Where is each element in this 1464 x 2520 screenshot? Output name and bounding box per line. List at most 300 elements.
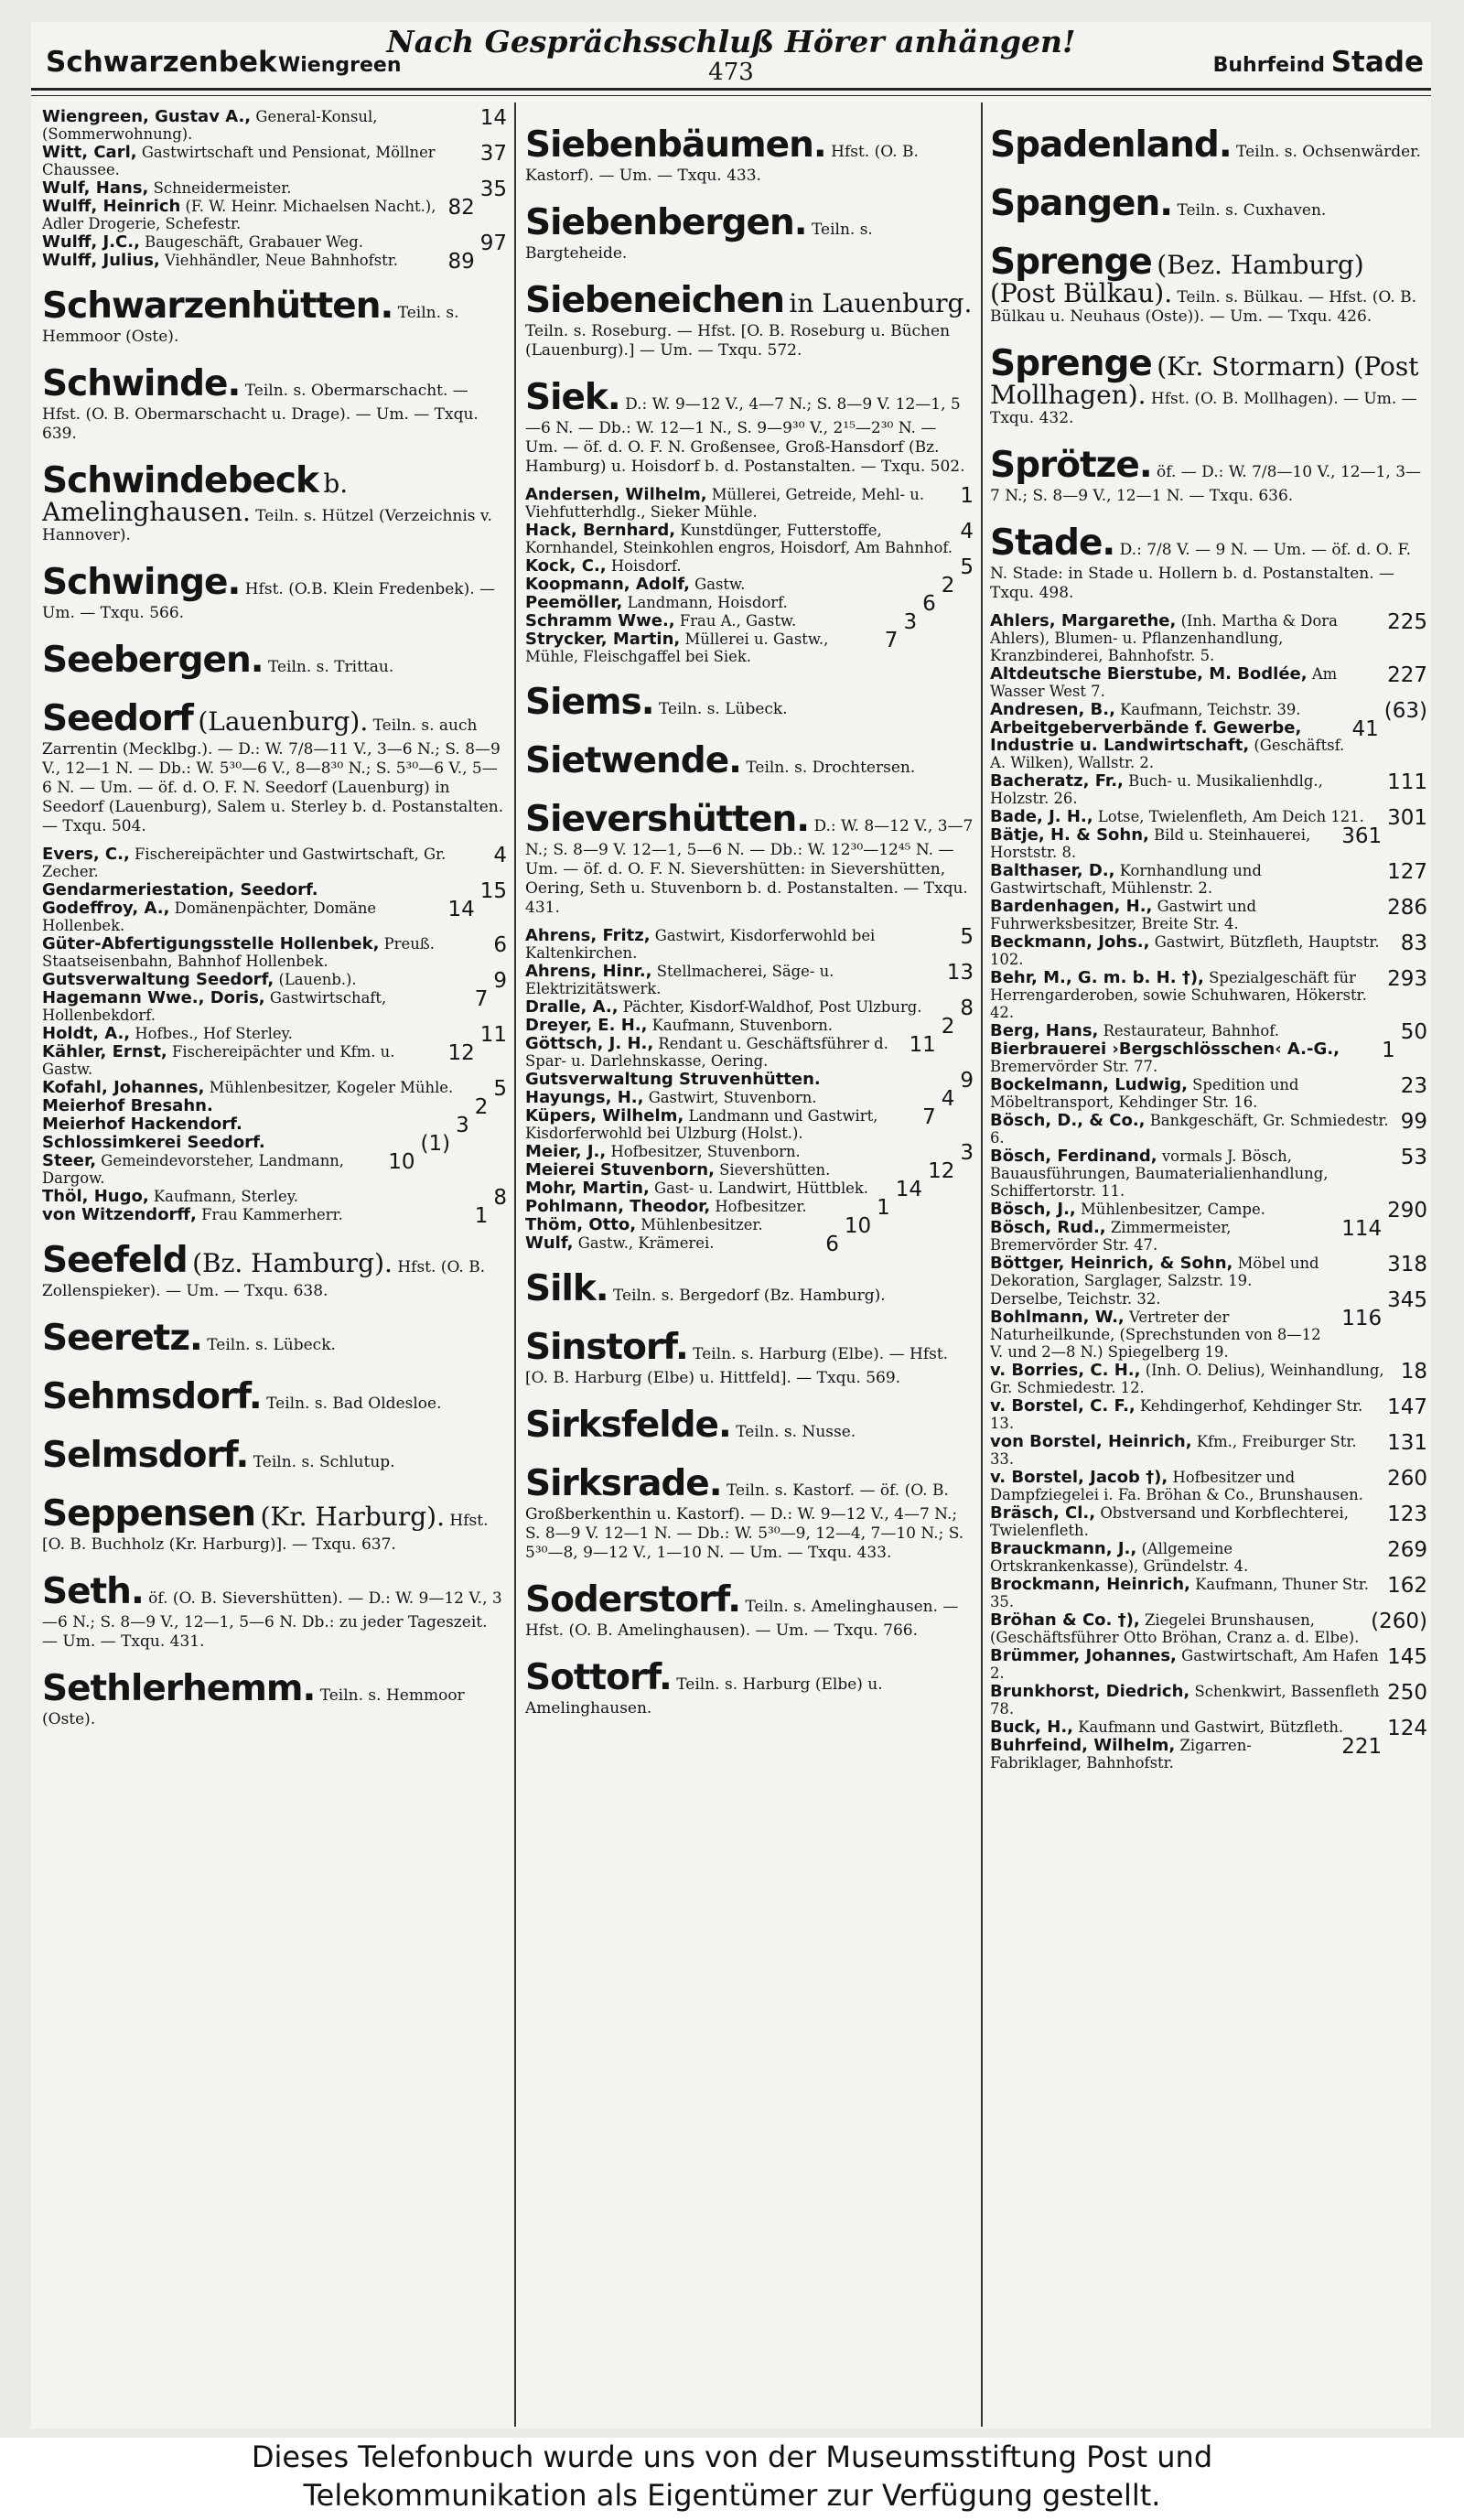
entry-name: Altdeutsche Bierstube, M. Bodlée, xyxy=(990,664,1308,684)
entry-name: Thöl, Hugo, xyxy=(42,1187,149,1206)
place-heading xyxy=(990,242,1427,327)
place-details: Teiln. s. Bargteheide. xyxy=(525,221,873,263)
listing-entry xyxy=(990,1147,1427,1200)
entry-name: Peemöller, xyxy=(525,593,623,612)
entry-details: Frau Kammerherr. xyxy=(201,1206,343,1223)
place-name: Sehmsdorf. xyxy=(42,1376,262,1417)
place-heading xyxy=(42,285,507,347)
place-name: Schwinde. xyxy=(42,363,241,404)
place-qualifier: (Kr. Harburg). xyxy=(260,1502,445,1532)
place-name: Sirksrade. xyxy=(525,1463,722,1504)
phone-number: 83 xyxy=(1400,932,1427,955)
place-details: D.: W. 9—12 V., 4—7 N.; S. 8—9 V. 12—1, 5—6 N. — Db.: W. 12—1 N., S. 9—9³⁰ V., 2¹⁵—2³⁰ N. — Um. — öf. d. O. F. N. Großensee, Groß-Hansdorf (Bz. Hamburg) u. Hoisdorf b. d. Postanstalten. — Txqu. 502. xyxy=(525,395,965,476)
phone-number: 114 xyxy=(1341,1217,1383,1241)
entry-name: Bösch, D., & Co., xyxy=(990,1111,1146,1130)
place-heading xyxy=(42,363,507,444)
place-heading xyxy=(42,1435,507,1477)
phone-number: 18 xyxy=(1400,1360,1427,1384)
entry-details: Hofbesitzer, Stuvenborn. xyxy=(610,1143,801,1160)
phone-number: 10 xyxy=(844,1214,872,1238)
listing-entry xyxy=(990,719,1427,771)
listing-entry xyxy=(42,1186,507,1210)
phone-number: 7 xyxy=(474,987,489,1011)
place-details: Teiln. s. Trittau. xyxy=(267,658,394,676)
directory-page xyxy=(31,22,1431,2428)
phone-number: 345 xyxy=(1387,1288,1427,1312)
entry-details: Viehhändler, Neue Bahnhofstr. xyxy=(164,252,398,269)
column-divider xyxy=(514,102,516,2427)
place-heading xyxy=(525,124,974,186)
place-heading xyxy=(42,562,507,623)
entry-details: Schenkwirt, Bassenfleth 78. xyxy=(990,1683,1380,1718)
place-name: Sethlerhemm. xyxy=(42,1668,316,1709)
place-details: Teiln. s. Harburg (Elbe). — Hfst. [O. B. Harburg (Elbe) u. Hittfeld]. — Txqu. 569. xyxy=(525,1345,949,1387)
place-heading xyxy=(42,1318,507,1360)
phone-number: 1 xyxy=(1382,1039,1395,1062)
phone-number: 145 xyxy=(1387,1645,1427,1669)
entry-name: Meierhof Hackendorf. xyxy=(42,1115,242,1134)
place-qualifier: (Bz. Hamburg). xyxy=(192,1248,393,1278)
listing-entry xyxy=(42,250,507,274)
entry-name: Pohlmann, Theodor, xyxy=(525,1197,711,1216)
place-name: Stade. xyxy=(990,522,1115,564)
entry-name: Wulf, xyxy=(525,1233,574,1253)
place-name: Sottorf. xyxy=(525,1657,672,1698)
entry-name: Evers, C., xyxy=(42,845,130,864)
place-heading xyxy=(525,682,974,724)
listing-entry xyxy=(42,879,507,903)
entry-details: Schneidermeister. xyxy=(153,179,292,197)
entry-name: Wulf, Hans, xyxy=(42,178,149,198)
entry-name: Schlossimkerei Seedorf. xyxy=(42,1133,265,1152)
listing-entry xyxy=(42,178,507,201)
place-details: Teiln. s. Bergedorf (Bz. Hamburg). xyxy=(612,1287,886,1305)
entry-name: Wulff, J.C., xyxy=(42,232,140,252)
entry-name: Bierbrauerei ›Bergschlösschen‹ A.-G., xyxy=(990,1039,1340,1059)
entry-details: Kaufmann, Teichstr. 39. xyxy=(1120,701,1301,718)
entry-details: Gastwirt, Bützfleth, Hauptstr. 102. xyxy=(990,933,1380,968)
entry-name: Bacheratz, Fr., xyxy=(990,771,1124,791)
entry-details: Derselbe, Teichstr. 32. xyxy=(990,1290,1161,1308)
listing-entry xyxy=(990,1219,1427,1254)
entry-details: Bild u. Steinhauerei, Horststr. 8. xyxy=(990,826,1311,861)
listing-entry xyxy=(525,1196,974,1220)
place-details: öf. — D.: W. 7/8—10 V., 12—1, 3—7 N.; S. 8—9 V., 12—1 N. — Txqu. 636. xyxy=(990,463,1422,505)
listing-entry xyxy=(525,996,974,1020)
place-details: öf. (O. B. Sievershütten). — D.: W. 9—12 V., 3—6 N.; S. 8—9 V., 12—1, 5—6 N. Db.: zu jeder Tageszeit. — Um. — Txqu. 431. xyxy=(42,1589,502,1651)
entry-name: Bardenhagen, H., xyxy=(990,897,1153,916)
place-name: Seth. xyxy=(42,1571,144,1612)
listing-entry xyxy=(525,1015,974,1039)
place-heading xyxy=(525,1579,974,1641)
listing-entry xyxy=(990,1469,1427,1503)
place-details: Teiln. s. Amelinghausen. — Hfst. (O. B. Amelinghausen). — Um. — Txqu. 766. xyxy=(525,1598,959,1640)
phone-number: 41 xyxy=(1351,717,1379,741)
footer-notice xyxy=(0,2438,1464,2520)
entry-details: Kaufmann, Thuner Str. 35. xyxy=(990,1576,1369,1610)
listing-entry xyxy=(42,1132,507,1156)
place-heading xyxy=(990,522,1427,603)
phone-number: 8 xyxy=(493,1186,507,1210)
entry-name: Dreyer, E. H., xyxy=(525,1016,648,1035)
place-heading xyxy=(42,1240,507,1301)
footer-line-1: Dieses Telefonbuch wurde uns von der Museumsstiftung Post und xyxy=(251,2439,1213,2474)
phone-number: (63) xyxy=(1383,699,1427,723)
entry-name: Gutsverwaltung Struvenhütten. xyxy=(525,1070,821,1089)
phone-number: 5 xyxy=(493,1077,507,1101)
place-heading xyxy=(525,202,974,264)
place-details: Teiln. s. Cuxhaven. xyxy=(1177,201,1327,220)
entry-details: Kaufmann und Gastwirt, Bützfleth. xyxy=(1078,1718,1344,1736)
place-name: Sprenge xyxy=(990,242,1152,283)
place-name: Spangen. xyxy=(990,183,1173,224)
entry-name: Bätje, H. & Sohn, xyxy=(990,825,1149,845)
header-rule xyxy=(31,88,1431,91)
entry-name: von Borstel, Heinrich, xyxy=(990,1432,1192,1451)
entry-details: Kaufmann, Stuvenborn. xyxy=(651,1017,834,1034)
place-details: Teiln. s. Bad Oldesloe. xyxy=(266,1395,442,1413)
phone-number: 131 xyxy=(1387,1431,1427,1455)
place-name: Seeretz. xyxy=(42,1318,202,1359)
entry-name: Wiengreen, Gustav A., xyxy=(42,108,252,126)
entry-details: Fischereipächter und Kfm. u. Gastw. xyxy=(42,1043,395,1078)
entry-details: Bremervörder Str. 77. xyxy=(990,1058,1158,1075)
listing-entry xyxy=(42,1204,507,1228)
phone-number: 5 xyxy=(960,555,974,579)
header-left-title: Schwarzenbek xyxy=(46,46,277,79)
phone-number: 221 xyxy=(1341,1735,1383,1759)
entry-details: Lotse, Twielenfleth, Am Deich 121. xyxy=(1097,808,1364,825)
entry-details: General-Konsul, (Sommerwohnung). xyxy=(42,108,378,143)
entry-details: (Inh. O. Delius), Weinhandlung, Gr. Schmiedestr. 12. xyxy=(990,1362,1384,1396)
phone-number: 290 xyxy=(1387,1199,1427,1222)
phone-number: 1 xyxy=(960,484,974,508)
listing-entry xyxy=(525,1035,974,1070)
phone-number: 11 xyxy=(909,1033,936,1057)
place-details: Teiln. s. Obermarschacht. — Hfst. (O. B. Obermarschacht u. Drage). — Um. — Txqu. 639. xyxy=(42,382,479,443)
entry-details: Obstversand und Korbflechterei, Twielenfleth. xyxy=(990,1504,1349,1539)
place-details: Hfst. [O. B. Buchholz (Kr. Harburg)]. — Txqu. 637. xyxy=(42,1512,489,1554)
entry-name: Brauckmann, J., xyxy=(990,1539,1137,1558)
entry-details: Gastwirtschaft und Pensionat, Möllner Chaussee. xyxy=(42,144,436,178)
entry-details: Gemeindevorsteher, Landmann, Dargow. xyxy=(42,1152,345,1187)
place-heading xyxy=(990,445,1427,506)
entry-name: Bröhan & Co. †), xyxy=(990,1610,1140,1630)
place-details: Hfst. (O. B. Mollhagen). — Um. — Txqu. 432. xyxy=(990,390,1417,427)
listing-entry xyxy=(42,845,507,880)
place-heading xyxy=(42,460,507,545)
entry-details: Buch- u. Musikalienhdlg., Holzstr. 26. xyxy=(990,772,1323,807)
place-heading xyxy=(42,698,507,836)
entry-name: Bräsch, Cl., xyxy=(990,1503,1096,1523)
column-1 xyxy=(42,108,507,2423)
listing-entry xyxy=(990,665,1427,700)
listing-entry xyxy=(990,1717,1427,1740)
entry-details: (Inh. Martha & Dora Ahlers), Blumen- u. Pflanzenhandlung, Kranzbinderei, Bahnhofstr. 5. xyxy=(990,612,1338,664)
place-details: Hfst. (O. B. Zollenspieker). — Um. — Txqu. 638. xyxy=(42,1258,486,1300)
listing-entry xyxy=(525,1087,974,1111)
listing-entry xyxy=(990,1397,1427,1432)
entry-name: von Witzendorff, xyxy=(42,1205,197,1224)
listing-entry xyxy=(990,1576,1427,1610)
phone-number: 7 xyxy=(884,629,899,652)
listing-entry xyxy=(990,1737,1427,1772)
place-heading xyxy=(525,280,974,361)
entry-name: Arbeitgeberverbände f. Gewerbe, Industrie u. Landwirtschaft, xyxy=(990,718,1302,755)
place-heading xyxy=(525,377,974,477)
place-name: Schwarzenhütten. xyxy=(42,285,393,327)
entry-details: Zigarren-Fabriklager, Bahnhofstr. xyxy=(990,1737,1252,1772)
phone-number: 260 xyxy=(1387,1467,1427,1491)
place-details: Teiln. s. Lübeck. xyxy=(658,700,788,718)
entry-name: Wulff, Heinrich xyxy=(42,197,181,216)
place-name: Schwindebeck xyxy=(42,460,318,501)
listing-entry xyxy=(990,1433,1427,1468)
entry-name: Güter-Abfertigungsstelle Hollenbek, xyxy=(42,934,380,953)
phone-number: 8 xyxy=(960,996,974,1020)
listing-entry xyxy=(525,1178,974,1201)
listing-entry xyxy=(990,612,1427,664)
place-details: Teiln. s. Drochtersen. xyxy=(746,759,916,777)
listing-entry xyxy=(525,574,974,598)
header-rule-thin xyxy=(31,95,1431,96)
entry-name: Thöm, Otto, xyxy=(525,1215,637,1234)
place-heading xyxy=(42,1571,507,1652)
entry-name: Bösch, Ferdinand, xyxy=(990,1147,1157,1166)
phone-number: 50 xyxy=(1400,1020,1427,1044)
listing-entry xyxy=(990,933,1427,968)
entry-details: Gastwirt, Kisdorferwohld bei Kaltenkirchen. xyxy=(525,927,876,962)
phone-number: 4 xyxy=(960,520,974,544)
phone-number: 99 xyxy=(1400,1110,1427,1134)
listing-entry xyxy=(42,899,507,934)
place-name: Seebergen. xyxy=(42,640,264,681)
listing-entry xyxy=(525,592,974,616)
listing-entry xyxy=(525,1141,974,1165)
entry-name: Küpers, Wilhelm, xyxy=(525,1106,684,1125)
entry-details: Hofbesitzer. xyxy=(715,1198,807,1215)
entry-name: Schramm Wwe., xyxy=(525,611,675,630)
place-qualifier: b. Amelinghausen. xyxy=(42,468,349,527)
phone-number: 2 xyxy=(474,1095,489,1119)
phone-number: 37 xyxy=(479,142,507,166)
entry-name: Koopmann, Adolf, xyxy=(525,575,690,594)
place-heading xyxy=(525,1268,974,1310)
phone-number: 35 xyxy=(479,178,507,201)
entry-details: Hofbesitzer und Dampfziegelei i. Fa. Bröhan & Co., Brunshausen. xyxy=(990,1469,1363,1503)
place-name: Siek. xyxy=(525,377,620,418)
phone-number: 3 xyxy=(960,1141,974,1165)
phone-number: 89 xyxy=(447,250,475,274)
place-details: Teiln. s. Ochsenwärder. xyxy=(1236,143,1421,161)
listing-entry xyxy=(42,1023,507,1047)
entry-name: Böttger, Heinrich, & Sohn, xyxy=(990,1254,1233,1273)
entry-name: Andersen, Wilhelm, xyxy=(525,485,707,504)
place-name: Sietwende. xyxy=(525,740,741,781)
listing-entry xyxy=(990,1040,1427,1075)
entry-details: Landmann und Gastwirt, Kisdorferwohld bei Ulzburg (Holst.). xyxy=(525,1107,878,1142)
entry-name: Strycker, Martin, xyxy=(525,630,681,649)
header-right-subtitle: Buhrfeind xyxy=(1212,54,1325,77)
place-heading xyxy=(525,799,974,918)
phone-number: 225 xyxy=(1387,610,1427,634)
entry-name: Buck, H., xyxy=(990,1718,1074,1737)
entry-name: Kock, C., xyxy=(525,556,607,576)
entry-details: Landmann, Hoisdorf. xyxy=(627,594,788,611)
listing-entry xyxy=(42,108,507,143)
entry-details: Ziegelei Brunshausen, (Geschäftsführer Otto Bröhan, Cranz a. d. Elbe). xyxy=(990,1611,1360,1646)
place-details: Teiln. s. auch Zarrentin (Mecklbg.). — D.: W. 7/8—11 V., 3—6 N.; S. 8—9 V., 12—1 N. — Db.: W. 5³⁰—6 V., 8—8³⁰ N.; S. 5³⁰—6 V., 5—6 N. — Um. — öf. d. O. F. N. Seedorf (Lauenburg) in Seedorf (Lauenburg), Salem u. Sterley b. d. Postanstalten. — Txqu. 504. xyxy=(42,716,504,835)
column-2 xyxy=(525,108,974,2423)
entry-details: Kunstdünger, Futterstoffe, Kornhandel, Steinkohlen engros, Hoisdorf, Am Bahnhof. xyxy=(525,522,953,556)
listing-entry xyxy=(42,1152,507,1187)
place-details: Hfst. (O. B. Kastorf). — Um. — Txqu. 433. xyxy=(525,143,919,185)
entry-name: Behr, M., G. m. b. H. †), xyxy=(990,968,1204,987)
entry-details: Restaurateur, Bahnhof. xyxy=(1103,1022,1279,1039)
listing-entry xyxy=(525,555,974,579)
place-name: Siebeneichen xyxy=(525,280,784,321)
listing-entry xyxy=(42,1077,507,1101)
phone-number: 23 xyxy=(1400,1074,1427,1098)
place-heading xyxy=(42,1376,507,1418)
listing-entry xyxy=(42,935,507,970)
listing-entry xyxy=(990,806,1427,830)
place-name: Schwinge. xyxy=(42,562,241,603)
entry-details: Mühlenbesitzer, Kogeler Mühle. xyxy=(209,1079,454,1096)
phone-number: 361 xyxy=(1341,824,1383,848)
entry-details: Gast- u. Landwirt, Hüttblek. xyxy=(654,1179,869,1197)
entry-details: Stellmacherei, Säge- u. Elektrizitätswerk. xyxy=(525,963,834,997)
entry-name: Hagemann Wwe., Doris, xyxy=(42,988,265,1007)
header-notice: Nach Gesprächsschluß Hörer anhängen! xyxy=(386,24,1076,59)
listing-entry xyxy=(42,198,507,232)
entry-name: Hack, Bernhard, xyxy=(525,521,676,540)
entry-name: Ahrens, Fritz, xyxy=(525,926,651,945)
entry-details: Hofbes., Hof Sterley. xyxy=(135,1025,293,1042)
place-details: Teiln. s. Hemmoor (Oste). xyxy=(42,304,459,346)
listing-entry xyxy=(990,969,1427,1021)
page-header xyxy=(31,22,1431,86)
phone-number: 82 xyxy=(447,196,475,220)
listing-entry xyxy=(990,1683,1427,1718)
phone-number: 227 xyxy=(1387,663,1427,687)
listing-entry xyxy=(42,1043,507,1078)
entry-details: Am Wasser West 7. xyxy=(990,665,1338,700)
entry-name: Andresen, B., xyxy=(990,700,1115,719)
entry-details: Spedition und Möbeltransport, Kehdinger Str. 16. xyxy=(990,1076,1299,1111)
entry-details: Frau A., Gastw. xyxy=(679,612,797,630)
entry-details: Gastw., Krämerei. xyxy=(577,1234,715,1252)
entry-details: (Geschäftsf. A. Wilken), Wallstr. 2. xyxy=(990,737,1345,771)
entry-details: Gastwirtschaft, Hollenbekdorf. xyxy=(42,989,387,1024)
place-name: Seedorf xyxy=(42,698,193,739)
entry-details: Rendant u. Geschäftsführer d. Spar- u. Darlehnskasse, Oering. xyxy=(525,1035,888,1070)
entry-name: v. Borstel, Jacob †), xyxy=(990,1468,1168,1487)
listing-entry xyxy=(990,826,1427,861)
phone-number: 318 xyxy=(1387,1253,1427,1276)
listing-entry xyxy=(990,898,1427,932)
phone-number: 3 xyxy=(903,610,918,634)
place-name: Spadenland. xyxy=(990,124,1232,166)
entry-name: v. Borries, C. H., xyxy=(990,1361,1141,1380)
place-heading xyxy=(42,1668,507,1729)
phone-number: 15 xyxy=(479,879,507,903)
place-heading xyxy=(42,1493,507,1555)
phone-number: 269 xyxy=(1387,1538,1427,1562)
place-qualifier: in Lauenburg. xyxy=(789,288,973,318)
place-heading xyxy=(525,1657,974,1718)
entry-name: Mohr, Martin, xyxy=(525,1179,650,1198)
phone-number: 6 xyxy=(493,933,507,957)
place-heading xyxy=(525,1327,974,1388)
entry-details: Baugeschäft, Grabauer Weg. xyxy=(145,233,363,251)
entry-name: Bade, J. H., xyxy=(990,807,1093,826)
phone-number: 12 xyxy=(928,1159,955,1183)
place-name: Sprenge xyxy=(990,343,1152,384)
listing-entry xyxy=(990,1504,1427,1539)
listing-entry xyxy=(990,1308,1427,1361)
phone-number: 9 xyxy=(493,969,507,993)
entry-details: vormals J. Bösch, Bauausführungen, Baumaterialienhandlung, Schiffertorstr. 11. xyxy=(990,1147,1329,1200)
entry-name: Buhrfeind, Wilhelm, xyxy=(990,1736,1176,1755)
place-details: Teiln. s. Bülkau. — Hfst. (O. B. Bülkau u. Neuhaus (Oste)). — Um. — Txqu. 426. xyxy=(990,288,1416,326)
place-details: Teiln. s. Hützel (Verzeichnis v. Hannover). xyxy=(42,507,492,544)
place-qualifier: (Bez. Hamburg) (Post Bülkau). xyxy=(990,250,1364,308)
phone-number: 6 xyxy=(922,592,936,616)
place-details: Hfst. (O.B. Klein Fredenbek). — Um. — Txqu. 566. xyxy=(42,580,496,622)
phone-number: 10 xyxy=(388,1150,415,1174)
phone-number: 12 xyxy=(447,1041,475,1065)
place-details: Teiln. s. Lübeck. xyxy=(207,1336,336,1354)
listing-entry xyxy=(42,1114,507,1137)
page-number: 473 xyxy=(708,59,754,86)
entry-name: Beckmann, Johs., xyxy=(990,932,1150,952)
entry-details: Kfm., Freiburger Str. 33. xyxy=(990,1433,1357,1468)
phone-number: 13 xyxy=(946,961,974,985)
place-heading xyxy=(42,640,507,682)
place-details: D.: W. 8—12 V., 3—7 N.; S. 8—9 V. 12—1, 5—6 N. — Db.: W. 12³⁰—12⁴⁵ N. — Um. — öf. d. O. F. N. Sievershütten: in Sievershütten, Oering, Seth u. Stuvenborn b. d. Postanstalten. — Txqu. 431. xyxy=(525,817,974,917)
place-heading xyxy=(525,1463,974,1563)
phone-number: 14 xyxy=(447,898,475,921)
entry-details: Bankgeschäft, Gr. Schmiedestr. 6. xyxy=(990,1112,1389,1147)
entry-name: Balthaser, D., xyxy=(990,861,1115,880)
entry-details: (Allgemeine Ortskrankenkasse), Gründelstr. 4. xyxy=(990,1540,1249,1575)
phone-number: 14 xyxy=(895,1178,923,1201)
place-name: Sievershütten. xyxy=(525,799,810,840)
phone-number: 2 xyxy=(941,1015,955,1039)
listing-entry xyxy=(525,1233,974,1256)
listing-entry xyxy=(42,232,507,255)
entry-name: Meierei Stuvenborn, xyxy=(525,1160,715,1179)
entry-name: Meierhof Bresahn. xyxy=(42,1096,213,1115)
place-name: Soderstorf. xyxy=(525,1579,741,1621)
phone-number: 123 xyxy=(1387,1502,1427,1526)
place-name: Seppensen xyxy=(42,1493,256,1535)
entry-name: v. Borstel, C. F., xyxy=(990,1396,1136,1416)
place-heading xyxy=(990,124,1427,167)
entry-details: Preuß. Staatseisenbahn, Bahnhof Hollenbek. xyxy=(42,935,435,970)
place-name: Silk. xyxy=(525,1268,608,1309)
listing-entry xyxy=(990,1020,1427,1044)
listing-entry xyxy=(525,927,974,962)
listing-entry xyxy=(990,1112,1427,1147)
listing-entry xyxy=(525,1107,974,1142)
column-divider xyxy=(981,102,983,2427)
entry-details: Spezialgeschäft für Herrengarderoben, sowie Schuhwaren, Hökerstr. 42. xyxy=(990,969,1367,1021)
place-details: Teiln. s. Nusse. xyxy=(736,1423,856,1441)
entry-name: Göttsch, J. H., xyxy=(525,1034,654,1053)
listing-entry xyxy=(990,862,1427,897)
